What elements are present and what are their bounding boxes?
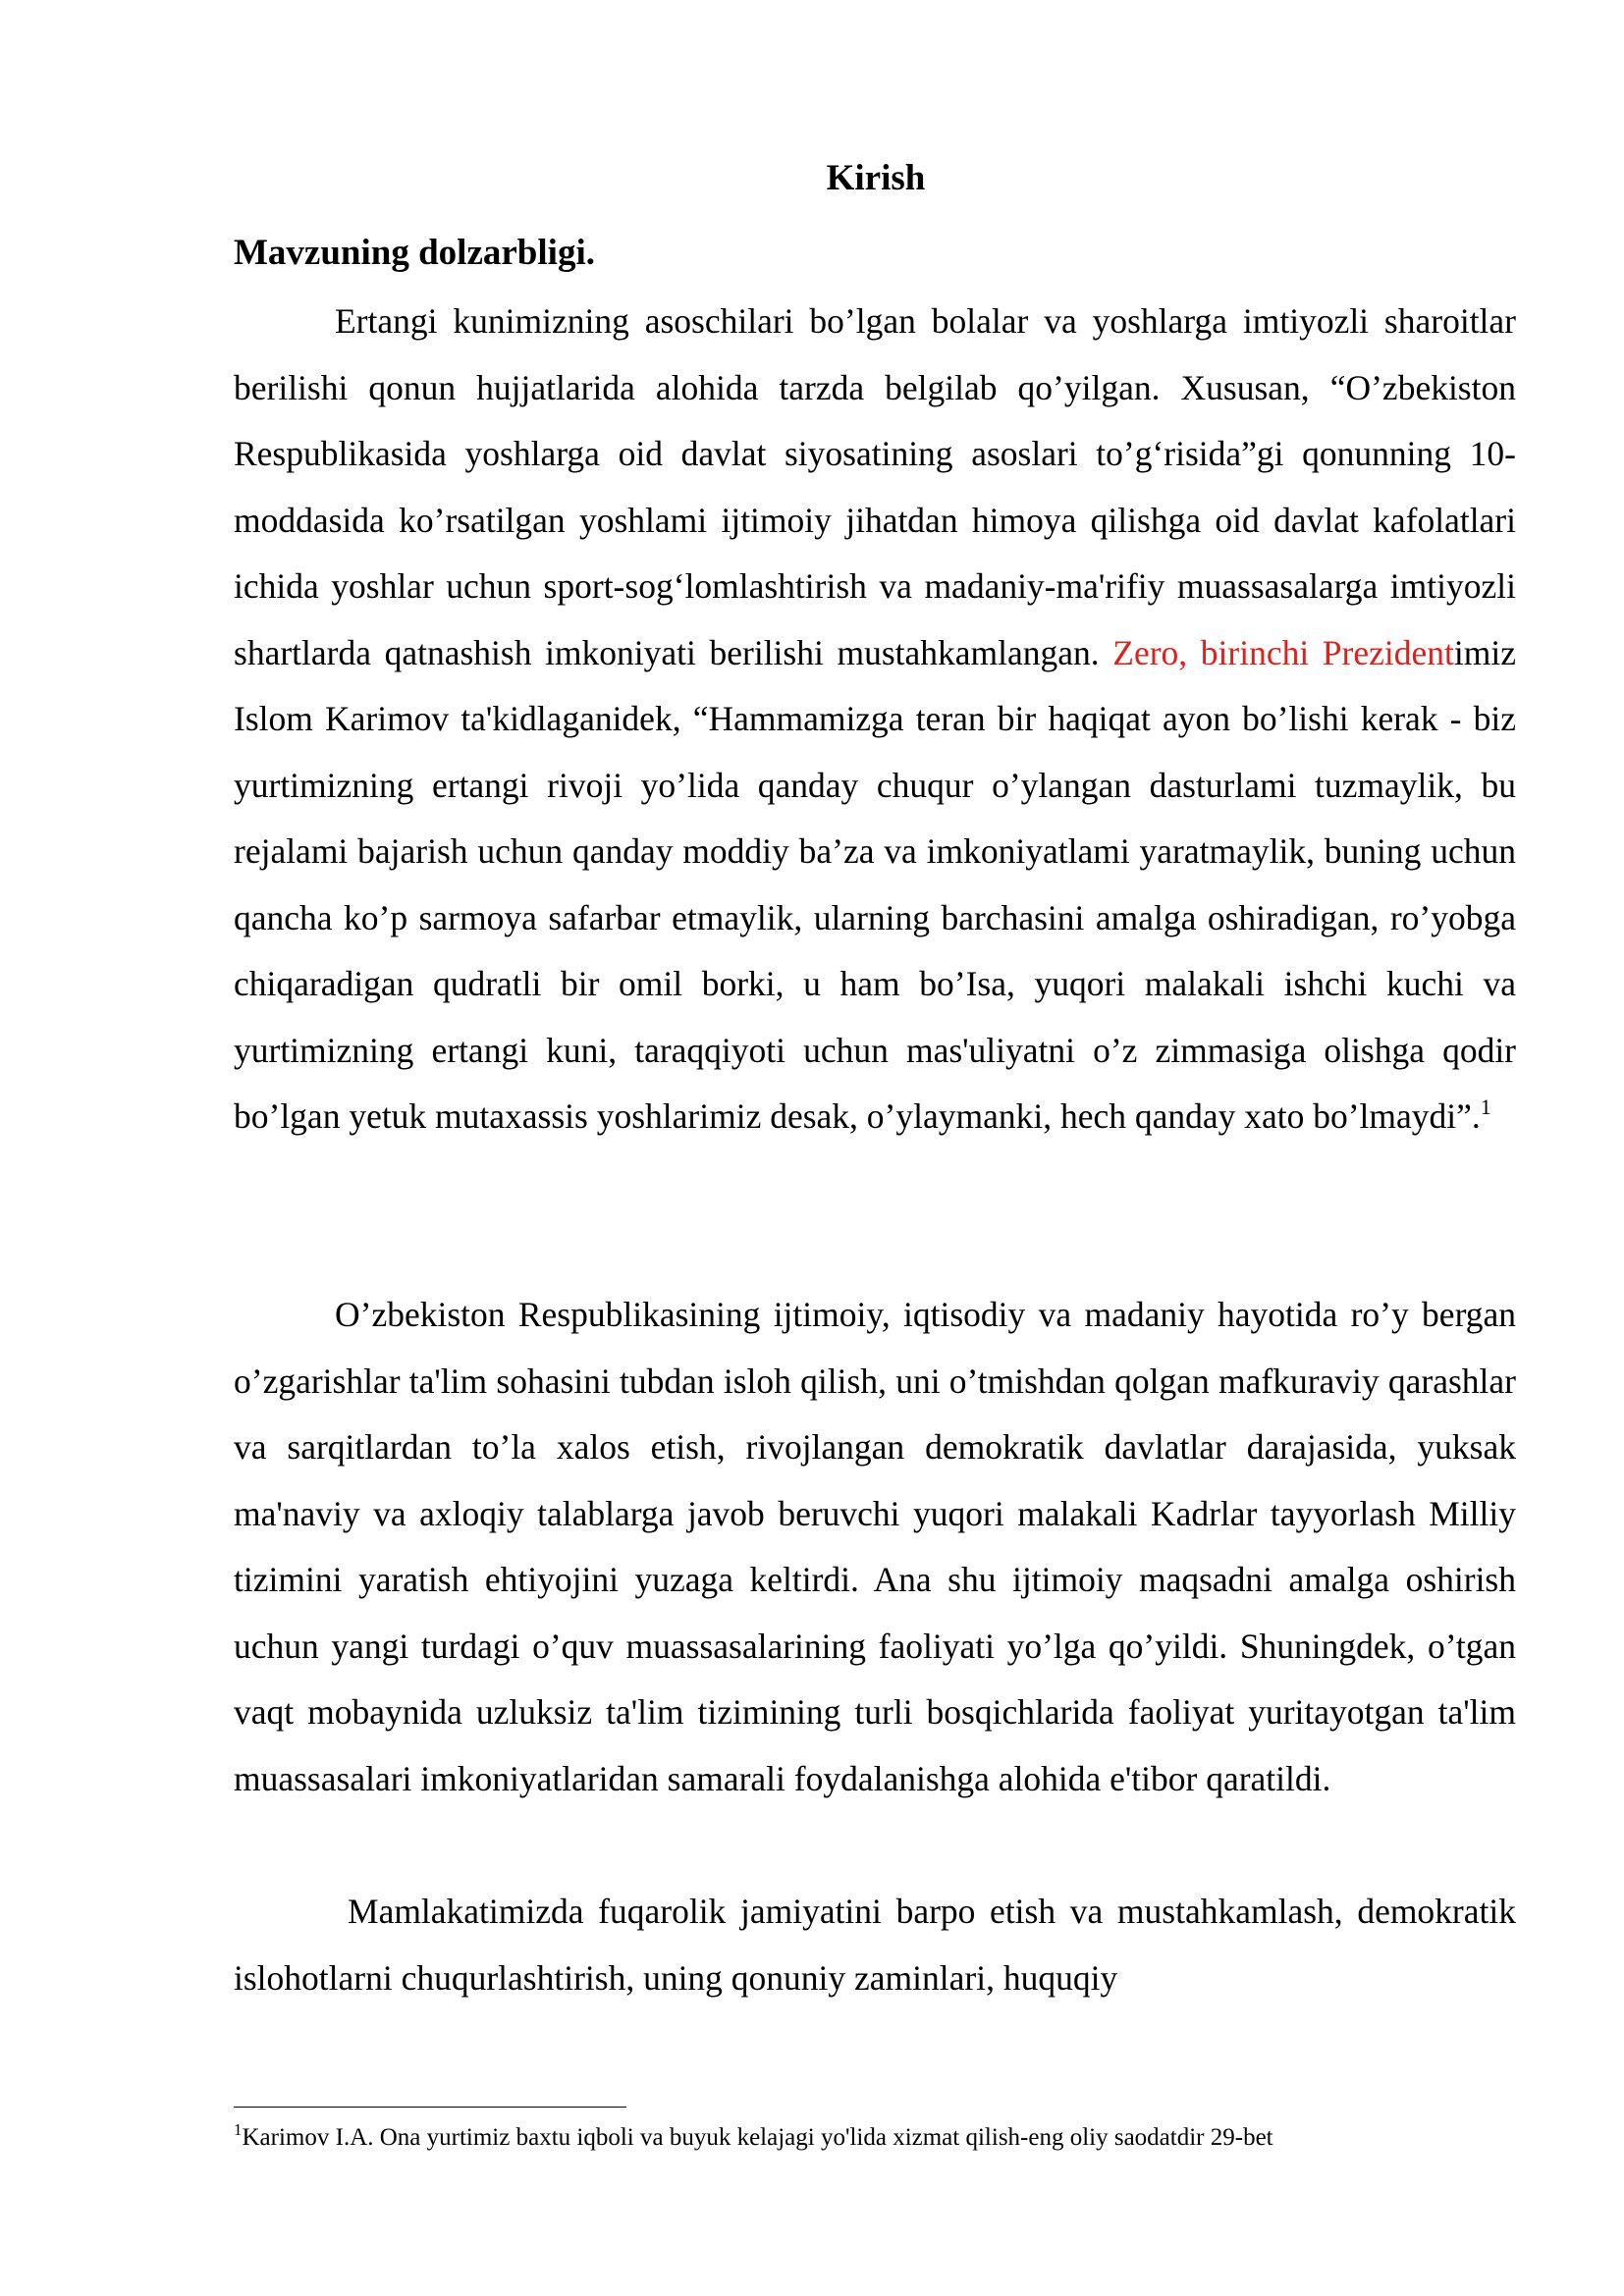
paragraph-1-after-highlight: imiz Islom Karimov ta'kidlaganidek, “Hammamizga teran bir haqiqat ayon bo’lishi kerak - biz yurtimizning ertangi rivoji yo’lida qanday chuqur o’ylangan dasturlami tuzmaylik, bu rejalami bajarish uchun qanday moddiy ba’za va imkoniyatlami yaratmaylik, buning uchun qancha ko’p sarmoya safarbar etmaylik, ularning barchasini amalga oshiradigan, ro’yobga chiqaradigan qudratli bir omil borki, u ham bo’Isa, yuqori malakali ishchi kuchi va yurtimizning ertangi kuni, taraqqiyoti uchun mas'uliyatni o’z zimmasiga olishga qodir bo’lgan yetuk mutaxassis yoshlarimiz desak, o’ylaymanki, hech qanday xato bo’lmaydi”. <box>234 632 1516 1136</box>
footnote-reference[interactable]: 1 <box>1480 1095 1491 1119</box>
section-heading: Mavzuning dolzarbligi. <box>234 233 595 273</box>
paragraph-3-text: Mamlakatimizda fuqarolik jamiyatini barpo etish va mustahkamlash, demokratik islohotlarni chuqurlashtirish, uning qonuniy zaminlari, huquqiy <box>234 1892 1516 1998</box>
paragraph-1-text <box>234 289 1516 1150</box>
paragraph-1-highlight: Zero, birinchi Prezident <box>1112 632 1454 672</box>
paragraph-2 <box>234 1282 1516 1812</box>
footnote-marker: 1 <box>234 2120 243 2139</box>
paragraph-2-text: O’zbekiston Respublikasining ijtimoiy, iqtisodiy va madaniy hayotida ro’y bergan o’zgarishlar ta'lim sohasini tubdan isloh qilish, uni o’tmishdan qolgan mafkuraviy qarashlar va sarqitlardan to’la xalos etish, rivojlangan demokratik davlatlar darajasida, yuksak ma'naviy va axloqiy talablarga javob beruvchi yuqori malakali Kadrlar tayyorlash Milliy tizimini yaratish ehtiyojini yuzaga keltirdi. Ana shu ijtimoiy maqsadni amalga oshirish uchun yangi turdagi o’quv muassasalarining faoliyati yo’lga qo’yildi. Shuningdek, o’tgan vaqt mobaynida uzluksiz ta'lim tizimining turli bosqichlarida faoliyat yuritayotgan ta'lim muassasalari imkoniyatlaridan samarali foydalanishga alohida e'tibor qaratildi. <box>234 1295 1516 1798</box>
footnote-separator <box>234 2107 626 2108</box>
paragraph-3 <box>234 1879 1516 2011</box>
footnote <box>234 2122 1273 2154</box>
paragraph-1 <box>234 289 1516 1150</box>
page-title: Kirish <box>826 158 926 198</box>
footnote-text: Karimov I.A. Ona yurtimiz baxtu iqboli va buyuk kelajagi yo'lida xizmat qilish-eng oliy saodatdir 29-bet <box>242 2124 1273 2151</box>
paragraph-1-before-highlight: Ertangi kunimizning asoschilari bo’lgan bolalar va yoshlarga imtiyozli sharoitlar berilishi qonun hujjatlarida alohida tarzda belgilab qo’yilgan. Xususan, “O’zbekiston Respublikasida yoshlarga oid davlat siyosatining asoslari to’g‘risida”gi qonunning 10-moddasida ko’rsatilgan yoshlami ijtimoiy jihatdan himoya qilishga oid davlat kafolatlari ichida yoshlar uchun sport-sog‘lomlashtirish va madaniy-ma'rifiy muassasalarga imtiyozli shartlarda qatnashish imkoniyati berilishi mustahkamlangan. <box>234 301 1516 672</box>
